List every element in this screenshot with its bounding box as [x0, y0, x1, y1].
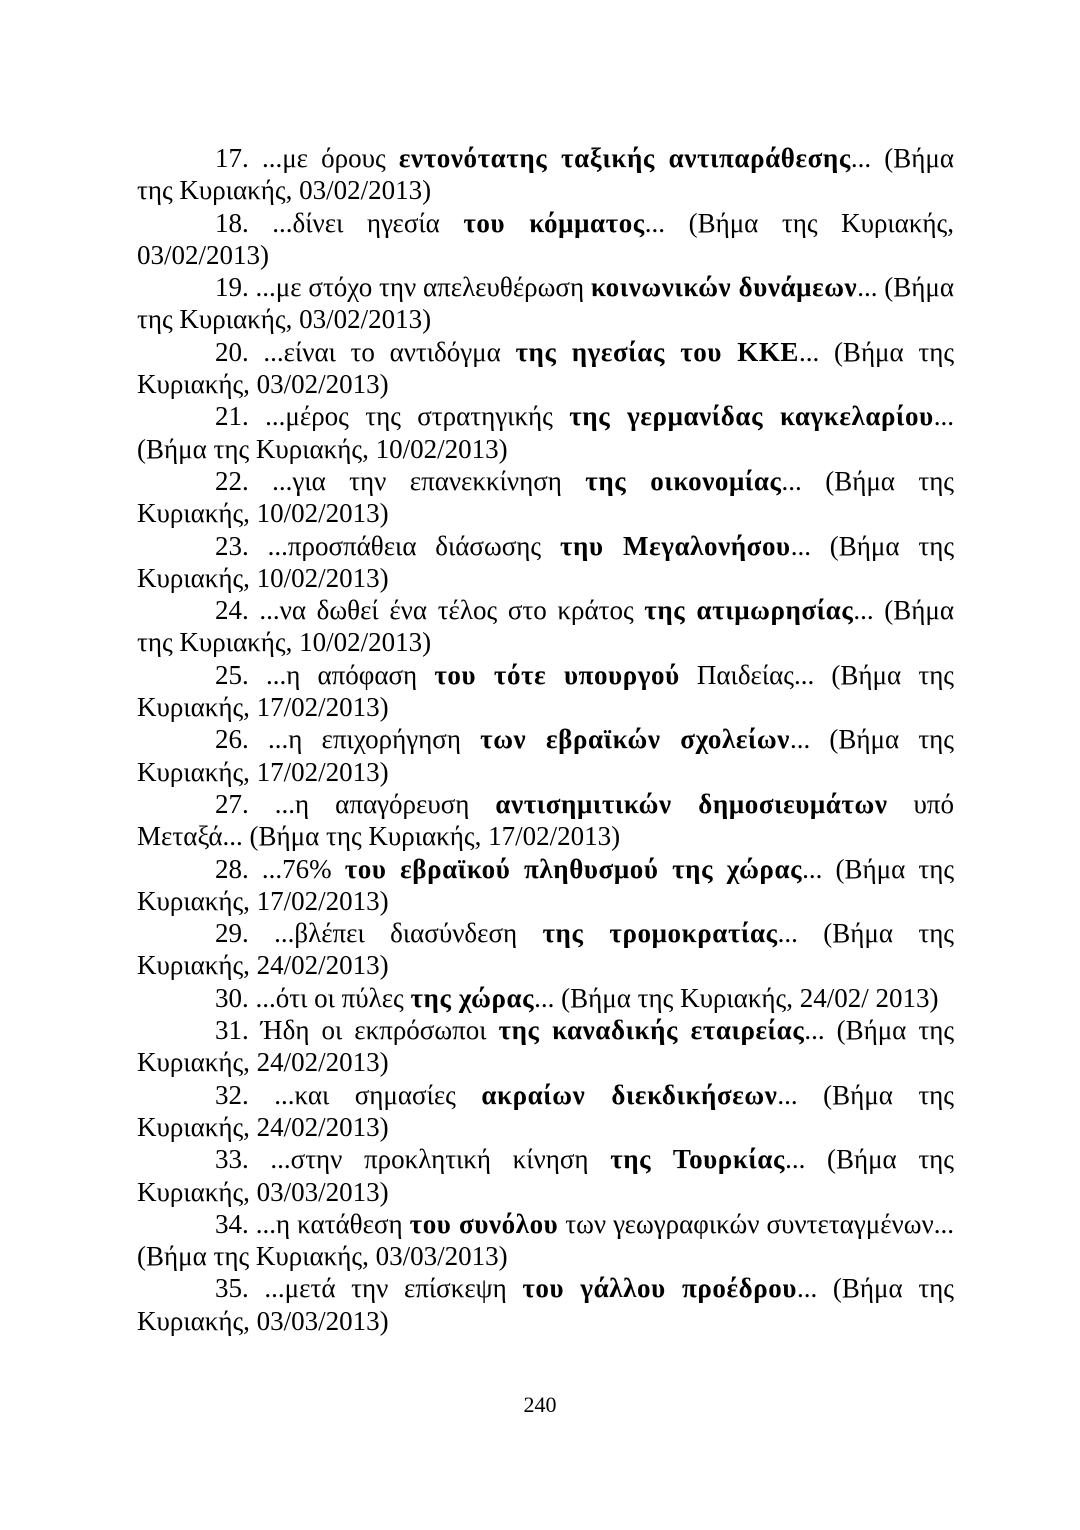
citation-entry-25 [137, 659, 954, 724]
entry-number: 18. [215, 207, 249, 238]
entry-number: 20. [215, 336, 249, 367]
entry-highlight: του εβραϊκού πληθυσμού της χώρας [344, 853, 803, 884]
entry-number: 26. [215, 724, 249, 755]
entry-text: ...μέρος της στρατηγικής [265, 401, 570, 432]
citation-entry-26 [137, 723, 954, 788]
citation-entry-23 [137, 530, 954, 595]
entry-source: ... (Βήμα της Κυριακής, 03/02/2013) [137, 143, 955, 206]
citation-entry-29 [137, 917, 954, 982]
entry-number: 35. [215, 1273, 249, 1304]
entry-source: ... (Βήμα της Κυριακής, 03/03/2013) [137, 1273, 954, 1336]
entry-text: ...η απαγόρευση [274, 788, 496, 819]
entry-text: ...για την επανεκκίνηση [272, 465, 586, 496]
entry-text: ...76% [261, 853, 345, 884]
entry-source: ... (Βήμα της Κυριακής, 17/02/2013) [137, 853, 955, 916]
entry-text: ...και σημασίες [274, 1079, 482, 1110]
entry-source: ... (Βήμα της Κυριακής, 03/03/2013) [137, 1144, 954, 1207]
entry-highlight: του συνόλου [409, 1208, 559, 1239]
entry-number: 22. [215, 465, 249, 496]
citation-entry-28 [137, 853, 954, 918]
citation-entry-32 [137, 1079, 954, 1144]
entry-number: 19. [215, 272, 249, 303]
citation-entry-31 [137, 1014, 954, 1079]
entry-number: 28. [215, 853, 249, 884]
entry-source: ... (Βήμα της Κυριακής, 10/02/2013) [137, 401, 954, 464]
entry-source: ... (Βήμα της Κυριακής, 24/02/2013) [137, 918, 955, 981]
entry-text: ...με στόχο την απελευθέρωση [255, 272, 591, 303]
page-number: 240 [523, 1392, 557, 1417]
entry-number: 31. [215, 1015, 249, 1046]
entry-text: Ήδη οι εκπρόσωποι [260, 1015, 499, 1046]
entry-highlight: της καναδικής εταιρείας [498, 1015, 805, 1046]
entry-highlight: του κόμματος [463, 207, 645, 238]
entry-number: 17. [215, 143, 249, 173]
citation-entry-17 [137, 142, 954, 207]
entry-highlight: της τρομοκρατίας [542, 918, 778, 949]
entry-source: Παιδείας... (Βήμα της Κυριακής, 17/02/2013) [137, 659, 955, 723]
entry-text: ...είναι το αντιδόγμα [263, 336, 516, 367]
entry-number: 23. [215, 530, 249, 561]
entry-source: ... (Βήμα της Κυριακής, 03/02/2013) [137, 336, 955, 400]
entry-highlight: της ηγεσίας του ΚΚΕ [515, 336, 800, 367]
entry-number: 32. [215, 1079, 249, 1110]
entry-highlight: της οικονομίας [585, 465, 782, 496]
entry-source: ... (Βήμα της Κυριακής, 17/02/2013) [137, 724, 954, 787]
entry-source: ... (Βήμα της Κυριακής, 24/02/2013) [137, 1079, 954, 1142]
entry-text: ...με όρους [261, 143, 399, 173]
entry-source: ... (Βήμα της Κυριακής, 10/02/2013) [137, 530, 955, 593]
entry-highlight: κοινωνικών δυνάμεων [590, 272, 858, 303]
entry-highlight: του τότε υπουργού [434, 659, 680, 690]
entry-source: υπό Μεταξά... (Βήμα της Κυριακής, 17/02/2013) [137, 788, 955, 852]
entry-highlight: ακραίων διεκδικήσεων [481, 1079, 778, 1110]
citation-entry-33 [137, 1143, 954, 1208]
entry-highlight: εντονότατης ταξικής αντιπαράθεσης [398, 143, 851, 173]
citation-entry-30 [137, 982, 954, 1014]
entry-highlight: τηυ Μεγαλονήσου [559, 530, 791, 561]
entry-number: 25. [215, 659, 249, 690]
entry-highlight: αντισημιτικών δημοσιευμάτων [495, 788, 888, 819]
entry-highlight: της χώρας [410, 982, 535, 1013]
entry-text: ...προσπάθεια διάσωσης [267, 530, 560, 561]
entry-highlight: της γερμανίδας καγκελαρίου [569, 401, 934, 432]
citation-entry-18 [137, 207, 954, 272]
entry-source: ... (Βήμα της Κυριακής, 03/02/2013) [137, 207, 954, 270]
citation-entry-35 [137, 1272, 954, 1337]
entry-source: ... (Βήμα της Κυριακής, 24/02/2013) [137, 1015, 955, 1078]
entry-text: ...η επιχορήγηση [267, 724, 481, 755]
entry-source: των γεωγραφικών συντεταγμένων... (Βήμα της Κυριακής, 03/03/2013) [137, 1208, 954, 1272]
entry-number: 33. [215, 1144, 249, 1175]
entry-text: ...να δωθεί ένα τέλος στο κράτος [259, 595, 645, 626]
entry-highlight: του γάλλου προέδρου [522, 1273, 798, 1304]
citation-entry-34 [137, 1208, 954, 1273]
entry-number: 34. [215, 1208, 249, 1239]
citation-entry-24 [137, 594, 954, 659]
citation-entry-19 [137, 271, 954, 336]
entry-text: ...η κατάθεση [255, 1208, 410, 1239]
entry-number: 21. [215, 401, 249, 432]
entry-number: 29. [215, 918, 249, 949]
entry-text: ...βλέπει διασύνδεση [274, 918, 543, 949]
entry-text: ...ότι οι πύλες [255, 982, 411, 1013]
citation-entry-20 [137, 336, 954, 401]
entry-text: ...μετά την επίσκεψη [264, 1273, 523, 1304]
entry-number: 30. [215, 982, 249, 1013]
entry-source: ... (Βήμα της Κυριακής, 10/02/2013) [137, 465, 955, 529]
citation-entry-27 [137, 788, 954, 853]
citation-entry-22 [137, 465, 954, 530]
citation-list [137, 142, 954, 1337]
entry-text: ...δίνει ηγεσία [272, 207, 464, 238]
entry-source: ... (Βήμα της Κυριακής, 24/02/ 2013) [534, 982, 939, 1013]
entry-text: ...στην προκλητική κίνηση [270, 1144, 611, 1175]
entry-text: ...η απόφαση [265, 659, 435, 690]
citation-entry-21 [137, 400, 954, 465]
entry-highlight: της ατιμωρησίας [644, 595, 854, 626]
entry-number: 24. [215, 595, 249, 626]
entry-number: 27. [215, 788, 249, 819]
entry-source: ... (Βήμα της Κυριακής, 10/02/2013) [137, 595, 955, 658]
entry-source: ... (Βήμα της Κυριακής, 03/02/2013) [137, 272, 954, 335]
entry-highlight: της Τουρκίας [610, 1144, 786, 1175]
entry-highlight: των εβραϊκών σχολείων [480, 724, 790, 755]
